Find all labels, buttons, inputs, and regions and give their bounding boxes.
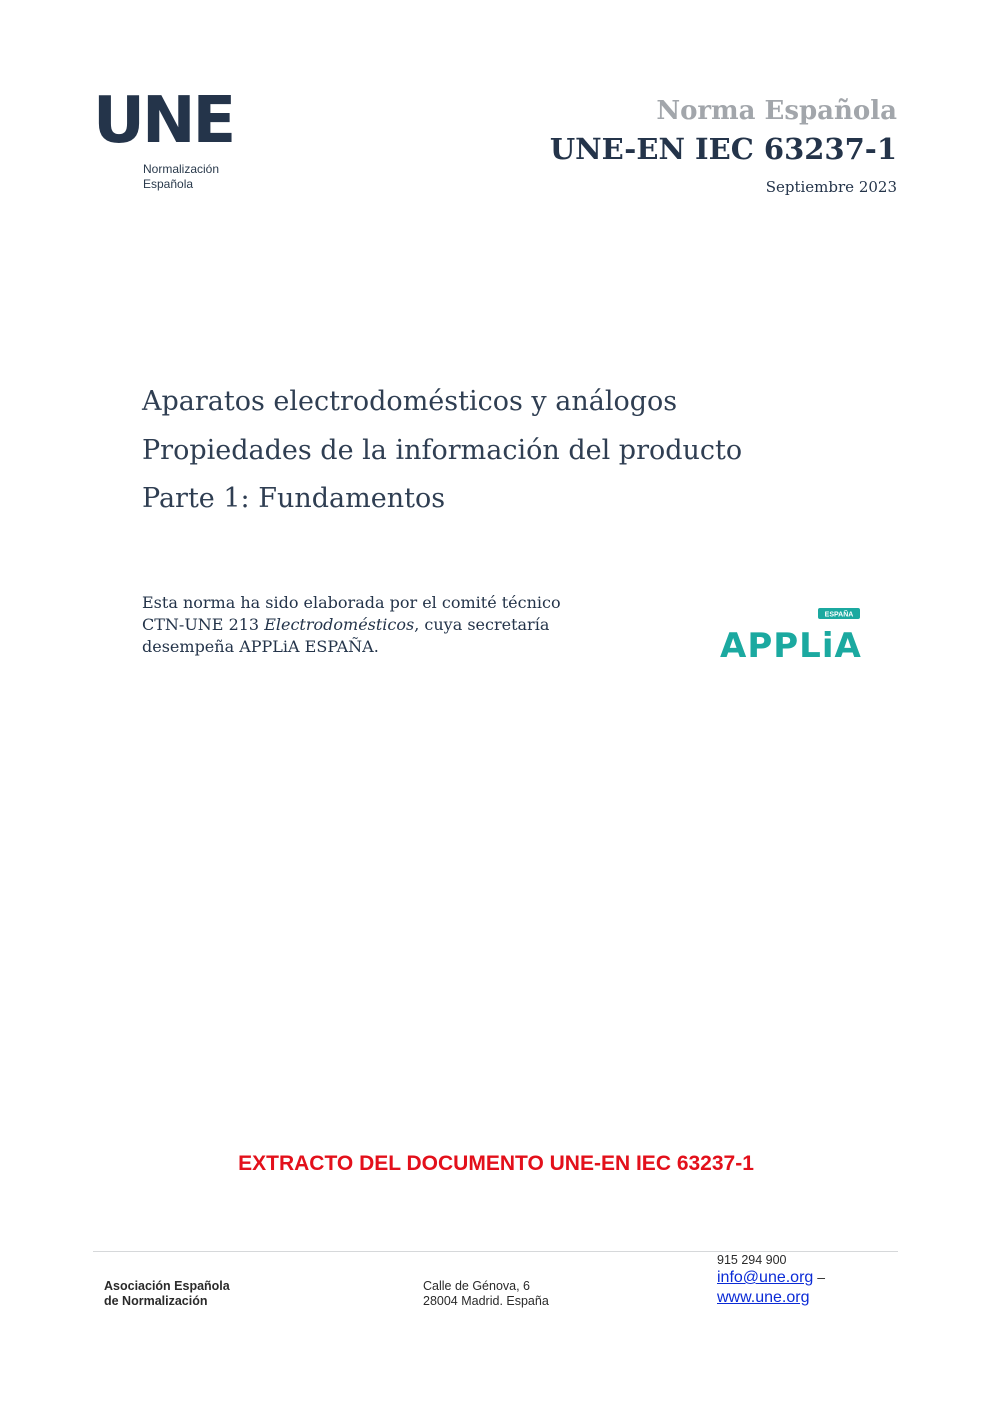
extract-notice: EXTRACTO DEL DOCUMENTO UNE-EN IEC 63237-1 (238, 1152, 754, 1175)
norma-date: Septiembre 2023 (765, 178, 897, 196)
footer-org-line-1: Asociación Española (104, 1279, 230, 1293)
footer-phone: 915 294 900 (717, 1253, 787, 1267)
committee-paragraph (142, 592, 662, 658)
applia-badge-text: ESPAÑA (824, 611, 854, 619)
committee-line-2-suffix: , cuya secretaría (414, 615, 550, 634)
title-line-2: Propiedades de la información del producto (142, 435, 743, 466)
committee-name: Electrodomésticos (264, 615, 415, 634)
norma-code: UNE-EN IEC 63237-1 (549, 132, 897, 166)
footer-address (423, 1279, 549, 1309)
une-logo-line2: Española (143, 177, 194, 191)
footer-contact (717, 1253, 825, 1308)
footer-web-link[interactable]: www.une.org (717, 1289, 810, 1306)
committee-line-2 (142, 614, 662, 636)
footer-divider (93, 1251, 898, 1252)
title-line-3: Parte 1: Fundamentos (142, 483, 446, 514)
une-logo (93, 90, 233, 200)
une-logo-text: UNE (93, 90, 233, 150)
footer-separator: – (813, 1269, 825, 1285)
footer-email-link[interactable]: info@une.org (717, 1269, 814, 1286)
title-line-1: Aparatos electrodomésticos y análogos (142, 386, 678, 417)
une-logo-line1: Normalización (143, 162, 220, 176)
applia-logo-mark (718, 604, 868, 664)
une-logo-mark (93, 90, 233, 150)
norma-label: Norma Española (656, 96, 897, 126)
committee-code: CTN-UNE 213 (142, 615, 265, 634)
footer-org-line-2: de Normalización (104, 1294, 208, 1308)
applia-logo-text: APPLiA (720, 626, 862, 664)
applia-logo (718, 604, 868, 664)
footer-organization (104, 1279, 230, 1309)
committee-line-1: Esta norma ha sido elaborada por el comité técnico (142, 593, 561, 612)
committee-line-3: desempeña APPLiA ESPAÑA. (142, 637, 379, 656)
footer-address-line-2: 28004 Madrid. España (423, 1294, 549, 1308)
footer-address-line-1: Calle de Génova, 6 (423, 1279, 531, 1293)
